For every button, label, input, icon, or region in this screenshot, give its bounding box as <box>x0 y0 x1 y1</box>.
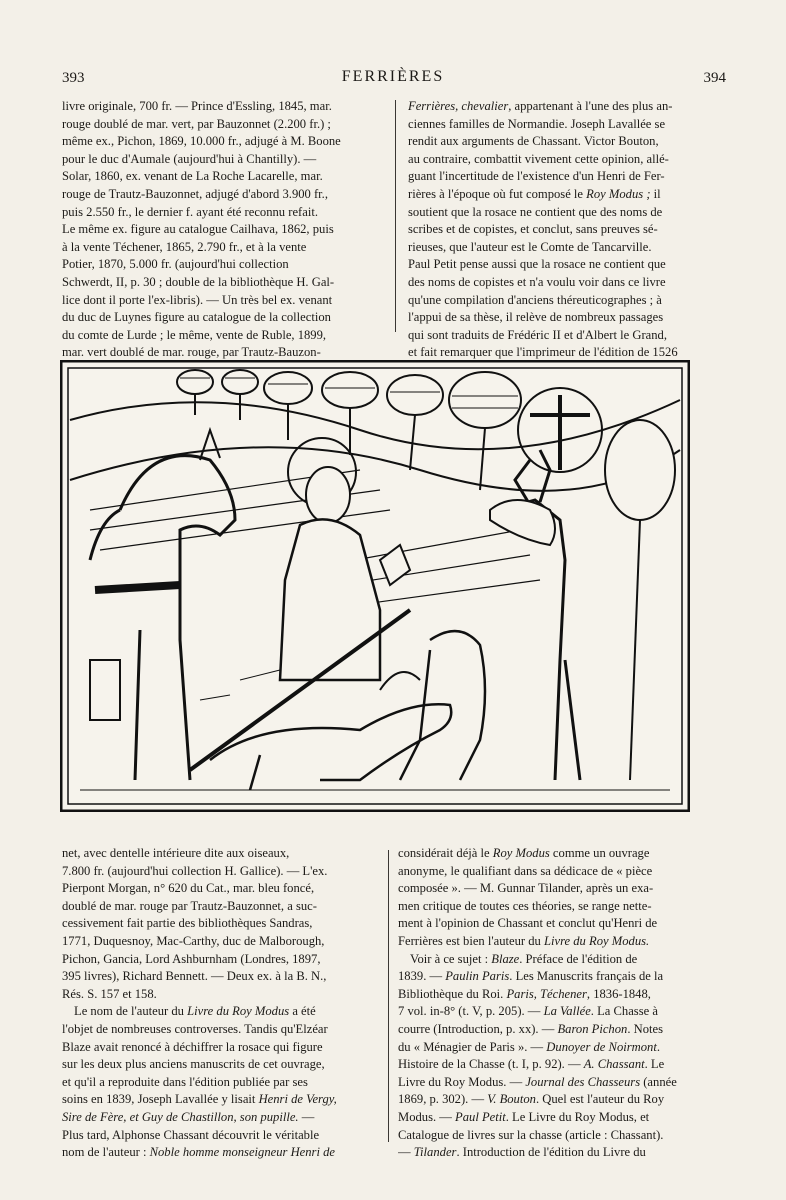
text-span: Ferrières est bien l'auteur du <box>398 933 544 948</box>
text-line: Pierpont Morgan, n° 620 du Cat., mar. bleu foncé, <box>62 881 315 896</box>
text-span: — <box>398 1145 414 1160</box>
text-span: considérait déjà le <box>398 846 493 860</box>
text-line: Blaze avait renoncé à déchiffrer la rosace qui figure <box>62 1039 323 1054</box>
text-line: pour le duc d'Aumale (aujourd'hui à Chantilly). — <box>62 151 317 166</box>
text-line: qui sont traduits de Frédéric II et d'Albert le Grand, <box>408 327 667 342</box>
text-line: des noms de copistes et n'a voulu voir dans ce livre <box>408 274 666 289</box>
text-line: rouge doublé de mar. vert, par Bauzonnet (2.200 fr.) ; <box>62 116 331 131</box>
text-line: du duc de Luynes figure au catalogue de la collection <box>62 310 331 325</box>
text-line <box>398 1003 728 1021</box>
text-line: composée ». — M. Gunnar Tilander, après un exa- <box>398 881 654 896</box>
text-line: au contraire, combattit vivement cette opinion, allé- <box>408 151 669 166</box>
text-line: même ex., Pichon, 1869, 10.000 fr., adjugé à M. Boone <box>62 134 341 149</box>
text-line <box>408 98 726 116</box>
text-line <box>62 1003 382 1021</box>
text-span: Bibliothèque du Roi. <box>398 986 507 1001</box>
italic-span: Livre du Roy Modus <box>187 1004 290 1019</box>
text-line: anonyme, le qualifiant dans sa dédicace de « pièce <box>398 863 653 878</box>
text-span: rières à l'époque où fut composé le <box>408 186 587 201</box>
italic-span: Roy Modus ; <box>586 186 651 201</box>
text-line: livre originale, 700 fr. — Prince d'Essling, 1845, mar. <box>62 99 332 113</box>
text-line <box>398 1091 728 1109</box>
text-span: . La Chasse à <box>590 1004 658 1019</box>
text-line <box>398 986 728 1004</box>
text-line: lice dont il porte l'ex-libris). — Un très bel ex. venant <box>62 292 333 307</box>
text-line: rendit aux arguments de Chassant. Victor Bouton, <box>408 134 659 149</box>
text-line: et fait remarquer que l'imprimeur de l'édition de 1526 <box>408 345 678 360</box>
column-divider <box>388 850 389 1142</box>
italic-span: Tilander <box>413 1145 457 1160</box>
text-line: à la vente Téchener, 1865, 2.790 fr., et à la vente <box>62 239 307 254</box>
text-line: l'appui de sa thèse, il relève de nombreux passages <box>408 310 664 325</box>
text-span: il <box>650 186 661 201</box>
text-line <box>398 933 728 951</box>
text-line: Paul Petit pense aussi que la rosace ne contient que <box>408 257 666 272</box>
text-line: ment à l'opinion de Chassant et conclut qu'Henri de <box>398 916 658 931</box>
text-line: sur les deux plus anciens manuscrits de cet ouvrage, <box>62 1057 325 1072</box>
text-span: (année <box>640 1074 677 1089</box>
text-line <box>398 951 728 969</box>
text-line: Pichon, Gancia, Lord Ashburnham (Londres, 1897, <box>62 951 321 966</box>
text-span: . Le <box>644 1057 665 1072</box>
text-line <box>398 1109 728 1127</box>
text-line: et qu'il a reproduite dans l'édition publiée par ses <box>62 1074 308 1089</box>
italic-span: La Vallée <box>543 1004 591 1019</box>
text-span: soins en 1839, Joseph Lavallée y lisait <box>62 1092 259 1107</box>
text-line <box>398 1021 728 1039</box>
text-line: 7.800 fr. (aujourd'hui collection H. Gallice). — L'ex. <box>62 863 328 878</box>
text-line: rouge de Trautz-Bauzonnet, adjugé d'abord 3.900 fr., <box>62 186 328 201</box>
text-span: Voir à ce sujet : <box>410 951 492 966</box>
text-line <box>398 845 728 863</box>
text-line <box>398 968 728 986</box>
text-span: . Notes <box>627 1021 664 1036</box>
text-span: , 1836-1848, <box>586 986 651 1001</box>
bottom-left-column <box>62 845 382 1162</box>
text-line: 1771, Duquesnoy, Mac-Carthy, duc de Malborough, <box>62 933 325 948</box>
text-line: puis 2.550 fr., le dernier f. ayant été reconnu refait. <box>62 204 318 219</box>
text-span: . <box>656 1039 660 1054</box>
text-line: mar. vert doublé de mar. rouge, par Trautz-Bauzon- <box>62 345 321 360</box>
text-line: scribes et de copistes, et conclut, sans preuves sé- <box>408 222 658 237</box>
text-line: Catalogue de livres sur la chasse (article : Chassant). <box>398 1127 664 1142</box>
italic-span: Livre du Roy Modus. <box>544 933 650 948</box>
italic-span: Henri de Vergy, <box>258 1092 337 1107</box>
italic-span: V. Bouton <box>487 1092 536 1107</box>
text-line <box>398 1144 728 1162</box>
text-line: du comte de Lurde ; le même, vente de Ruble, 1899, <box>62 327 327 342</box>
text-span: courre (Introduction, p. xx). — <box>398 1021 558 1036</box>
text-span: . Introduction de l'édition du Livre du <box>456 1145 646 1160</box>
text-line <box>398 1056 728 1074</box>
italic-span: Paul Petit <box>455 1109 506 1124</box>
text-line: men critique de toutes ces théories, se range nette- <box>398 898 652 913</box>
text-line: doublé de mar. rouge par Trautz-Bauzonnet, a suc- <box>62 898 317 913</box>
italic-span: Ferrières, chevalier <box>408 99 509 113</box>
text-line: qu'une compilation d'anciens théreuticographes ; à <box>408 292 662 307</box>
italic-span: Baron Pichon <box>557 1021 628 1036</box>
text-line <box>408 186 726 204</box>
text-span: Modus. — <box>398 1109 456 1124</box>
text-line: Potier, 1870, 5.000 fr. (aujourd'hui collection <box>62 257 289 272</box>
text-span: . Les Manuscrits français de la <box>509 969 664 984</box>
bottom-right-column <box>398 845 728 1162</box>
text-span: a été <box>289 1004 316 1019</box>
top-left-column <box>62 98 384 362</box>
running-header <box>0 66 786 90</box>
text-line <box>62 1091 382 1109</box>
text-line: cessivement fait partie des bibliothèques Sandras, <box>62 916 313 931</box>
text-line: l'objet de nombreuses controverses. Tandis qu'Elzéar <box>62 1021 328 1036</box>
italic-span: Roy Modus <box>492 846 550 860</box>
text-line <box>62 1109 382 1127</box>
text-line: ciennes familles de Normandie. Joseph Lavallée se <box>408 116 666 131</box>
page-number-right: 394 <box>703 70 726 86</box>
text-line: net, avec dentelle intérieure dite aux oiseaux, <box>62 846 290 860</box>
italic-span: A. Chassant <box>583 1057 645 1072</box>
text-line: 395 livres), Richard Bennett. — Deux ex. à la B. N., <box>62 969 327 984</box>
italic-span: Journal des Chasseurs <box>525 1074 641 1089</box>
text-span: — <box>298 1109 315 1124</box>
text-span: du « Ménagier de Paris ». — <box>398 1039 547 1054</box>
text-line: guant l'incertitude de l'existence d'un Henri de Fer- <box>408 169 665 184</box>
text-line: Schwerdt, II, p. 30 ; double de la bibliothèque H. Gal- <box>62 274 335 289</box>
italic-span: Dunoyer de Noirmont <box>546 1039 657 1054</box>
text-span: , appartenant à l'une des plus an- <box>508 99 673 113</box>
running-title: FERRIÈRES <box>341 68 445 85</box>
italic-span: Sire de Fère, et Guy de Chastillon, son pupille. <box>62 1109 299 1124</box>
text-line: Le même ex. figure au catalogue Cailhava, 1862, puis <box>62 222 334 237</box>
text-line: soutient que la rosace ne contient que des noms de <box>408 204 663 219</box>
text-span: Le nom de l'auteur du <box>74 1004 188 1019</box>
text-span: . Quel est l'auteur du Roy <box>535 1092 665 1107</box>
italic-span: Noble homme monseigneur Henri de <box>149 1145 335 1160</box>
text-span: 1839. — <box>398 969 446 984</box>
text-line: Solar, 1860, ex. venant de La Roche Lacarelle, mar. <box>62 169 323 184</box>
text-span: 1869, p. 302). — <box>398 1092 488 1107</box>
text-line <box>398 1039 728 1057</box>
page-number-left: 393 <box>62 70 85 86</box>
column-divider <box>395 100 396 332</box>
text-span: comme un ouvrage <box>549 846 650 860</box>
text-span: nom de l'auteur : <box>62 1145 150 1160</box>
text-line: rieuses, que l'auteur est le Comte de Tancarville. <box>408 239 652 254</box>
text-span: Histoire de la Chasse (t. I, p. 92). — <box>398 1057 584 1072</box>
italic-span: Paris, Téchener <box>506 986 587 1001</box>
text-line: Plus tard, Alphonse Chassant découvrit le véritable <box>62 1127 320 1142</box>
top-right-column <box>408 98 726 362</box>
text-span: . Le Livre du Roy Modus, et <box>505 1109 650 1124</box>
italic-span: Paulin Paris <box>445 969 510 984</box>
woodcut-saint-hubert-icon <box>60 360 690 812</box>
text-line <box>62 1144 382 1162</box>
text-span: Livre du Roy Modus. — <box>398 1074 526 1089</box>
text-span: 7 vol. in-8° (t. V, p. 205). — <box>398 1004 544 1019</box>
text-line: Rés. S. 157 et 158. <box>62 986 157 1001</box>
text-span: . Préface de l'édition de <box>519 951 638 966</box>
text-line <box>398 1074 728 1092</box>
italic-span: Blaze <box>491 951 520 966</box>
